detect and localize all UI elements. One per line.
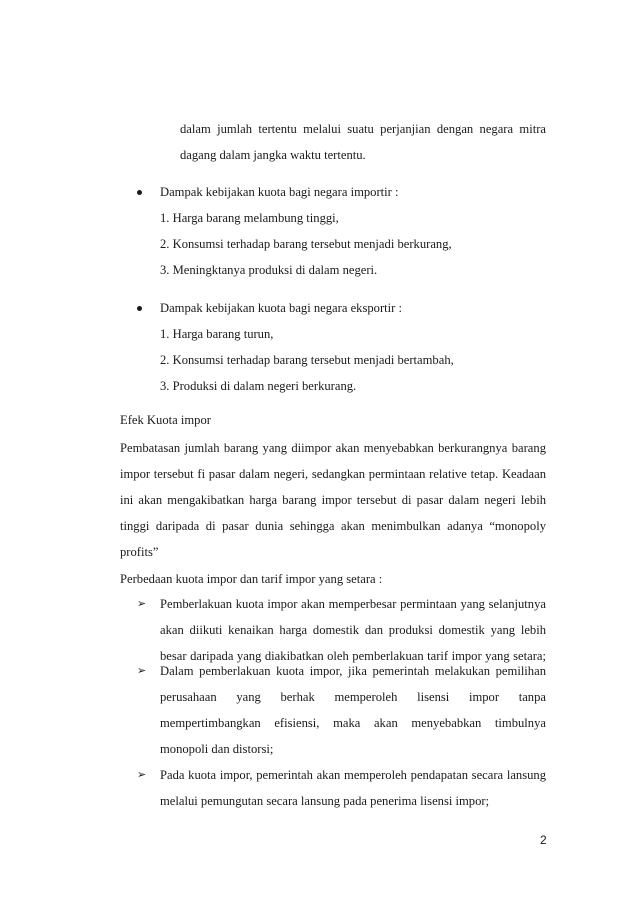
bullet-dot-icon — [137, 190, 142, 195]
exporter-item-1: 1. Harga barang turun, — [160, 327, 274, 341]
comparison-title: Perbedaan kuota impor dan tarif impor yang setara : — [120, 572, 383, 586]
exporter-item-2: 2. Konsumsi terhadap barang tersebut menjadi bertambah, — [160, 353, 454, 367]
effect-title: Efek Kuota impor — [120, 413, 211, 427]
bullet-dot-icon — [137, 306, 142, 311]
comparison-item-2-line-2: perusahaan yang berhak memperoleh lisensi impor tanpa — [160, 690, 546, 704]
exporter-item-3: 3. Produksi di dalam negeri berkurang. — [160, 379, 357, 393]
effect-paragraph-line-3: ini akan mengakibatkan harga barang impor tersebut di pasar dalam negeri lebih — [120, 493, 546, 507]
effect-paragraph-line-1: Pembatasan jumlah barang yang diimpor akan menyebabkan berkurangnya barang — [120, 441, 546, 455]
effect-paragraph-line-2: impor tersebut fi pasar dalam negeri, sedangkan permintaan relative tetap. Keadaan — [120, 467, 546, 481]
importer-item-2: 2. Konsumsi terhadap barang tersebut menjadi berkurang, — [160, 237, 452, 251]
effect-paragraph-line-4: tinggi daripada di pasar dunia sehingga akan menimbulkan adanya “monopoly — [120, 519, 546, 533]
exporter-heading: Dampak kebijakan kuota bagi negara eksportir : — [160, 301, 402, 315]
comparison-item-2-line-1: Dalam pemberlakuan kuota impor, jika pemerintah melakukan pemilihan — [160, 664, 546, 678]
comparison-item-1-line-1: Pemberlakuan kuota impor akan memperbesar permintaan yang selanjutnya — [160, 597, 546, 611]
comparison-item-3-line-2: melalui pemungutan secara lansung pada penerima lisensi impor; — [160, 794, 490, 808]
importer-heading: Dampak kebijakan kuota bagi negara importir : — [160, 185, 399, 199]
arrow-bullet-icon: ➢ — [137, 768, 147, 781]
comparison-item-2-line-4: monopoli dan distorsi; — [160, 742, 274, 756]
comparison-item-2-line-3: mempertimbangkan efisiensi, maka akan menyebabkan timbulnya — [160, 716, 546, 730]
importer-item-3: 3. Meningktanya produksi di dalam negeri. — [160, 263, 378, 277]
page-number: 2 — [540, 833, 547, 847]
comparison-item-1-line-2: akan diikuti kenaikan harga domestik dan produksi domestik yang lebih — [160, 623, 546, 637]
importer-item-1: 1. Harga barang melambung tinggi, — [160, 211, 339, 225]
arrow-bullet-icon: ➢ — [137, 597, 147, 610]
continuation-line-2: dagang dalam jangka waktu tertentu. — [180, 148, 366, 162]
continuation-line-1: dalam jumlah tertentu melalui suatu perjanjian dengan negara mitra — [180, 122, 546, 136]
effect-paragraph-line-5: profits” — [120, 545, 159, 559]
comparison-item-3-line-1: Pada kuota impor, pemerintah akan memperoleh pendapatan secara lansung — [160, 768, 546, 782]
comparison-item-1-line-3: besar daripada yang diakibatkan oleh pemberlakuan tarif impor yang setara; — [160, 649, 546, 663]
arrow-bullet-icon: ➢ — [137, 664, 147, 677]
